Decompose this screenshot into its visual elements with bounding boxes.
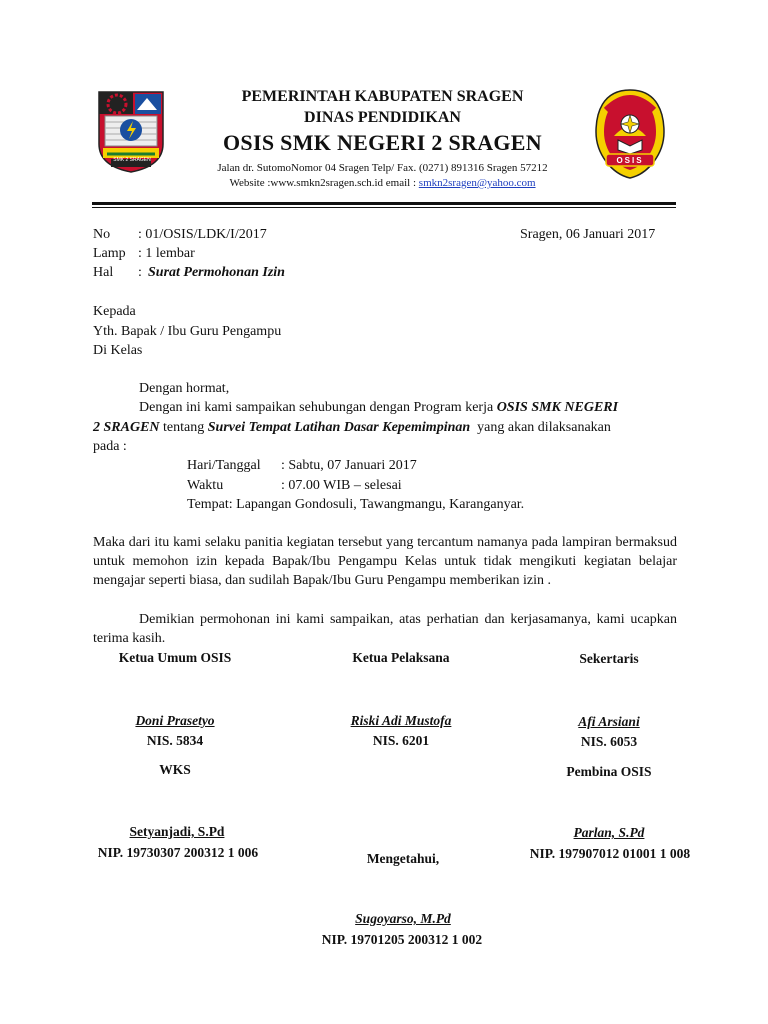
place-text: Tempat: Lapangan Gondosuli, Tawangmangu, Karanganyar. xyxy=(187,497,525,512)
letter-date: Sragen, 06 Januari 2017 xyxy=(520,227,656,242)
day-value: : Sabtu, 07 Januari 2017 xyxy=(281,458,417,473)
ketua-nis: NIS. 5834 xyxy=(146,733,204,748)
paragraph-2: Maka dari itu kami selaku panitia kegiatan tersebut yang tercantum namanya pada lampiran bermaksud untuk memohon izin kepada Bapak/Ibu Pengampu Kelas untuk tidak mengikuti kegiatan belajar mengajar seperti biasa, dan sudilah Bapak/Ibu Guru Pengampu memberikan izin . xyxy=(93,535,677,588)
pembina-title: Pembina OSIS xyxy=(566,764,652,779)
pelaksana-name: Riski Adi Mustofa xyxy=(350,713,452,728)
header-organization: OSIS SMK NEGERI 2 SRAGEN xyxy=(223,130,542,155)
hal-label: Hal xyxy=(93,265,114,280)
header-rule-thick xyxy=(92,202,676,205)
header-address: Jalan dr. SutomoNomor 04 Sragen Telp/ Fax. (0271) 891316 Sragen 57212 xyxy=(217,162,548,174)
header-government: PEMERINTAH KABUPATEN SRAGEN xyxy=(241,88,524,105)
ketua-name: Doni Prasetyo xyxy=(135,713,215,728)
recipient-name: Yth. Bapak / Ibu Guru Pengampu xyxy=(93,324,282,339)
paragraph-1-line-1 xyxy=(139,398,677,417)
lamp-label: Lamp xyxy=(93,246,126,261)
osis-logo xyxy=(592,88,668,185)
kepsek-name: Sugoyarso, M.Pd xyxy=(355,911,451,926)
header-rule-thin xyxy=(92,207,676,208)
pelaksana-title: Ketua Pelaksana xyxy=(352,650,450,665)
sekretaris-name: Afi Arsiani xyxy=(578,714,640,729)
p1-org-a: OSIS SMK NEGERI xyxy=(496,400,619,415)
mengetahui-text: Mengetahui, xyxy=(366,851,440,866)
header-contact xyxy=(180,177,585,189)
header-department: DINAS PENDIDIKAN xyxy=(304,109,461,126)
kabupaten-sragen-logo xyxy=(95,88,167,179)
right-logo-text: OSIS xyxy=(616,156,644,165)
pembina-name: Parlan, S.Pd xyxy=(573,825,645,840)
lamp-value: : 1 lembar xyxy=(138,246,195,261)
time-label: Waktu xyxy=(187,478,224,493)
paragraph-3: Demikian permohonan ini kami sampaikan, atas perhatian dan kerjasamanya, kami ucapkan terima kasih. xyxy=(93,612,677,646)
wks-name: Setyanjadi, S.Pd xyxy=(129,824,225,839)
pelaksana-nis: NIS. 6201 xyxy=(372,733,430,748)
greeting: Dengan hormat, xyxy=(139,381,230,396)
p1-activity: Survei Tempat Latihan Dasar Kepemimpinan xyxy=(207,420,471,435)
pembina-nip: NIP. 197907012 01001 1 008 xyxy=(529,846,691,861)
p1-text-a: Dengan ini kami sampaikan sehubungan dengan Program kerja xyxy=(139,400,497,415)
wks-title: WKS xyxy=(159,762,191,777)
day-label: Hari/Tanggal xyxy=(187,458,261,473)
kepsek-nip: NIP. 19701205 200312 1 002 xyxy=(321,932,483,947)
time-value: : 07.00 WIB – selesai xyxy=(281,478,402,493)
sekretaris-nis: NIS. 6053 xyxy=(580,734,638,749)
no-value: : 01/OSIS/LDK/I/2017 xyxy=(138,227,267,242)
email-link[interactable]: smkn2sragen@yahoo.com xyxy=(418,177,536,189)
p1-text-f: yang akan dilaksanakan xyxy=(470,420,611,435)
no-label: No xyxy=(93,227,111,242)
hal-value: Surat Permohonan Izin xyxy=(148,265,285,280)
paragraph-1-line-2 xyxy=(93,418,677,437)
recipient-kepada: Kepada xyxy=(93,304,136,319)
ketua-title: Ketua Umum OSIS xyxy=(118,650,232,665)
left-logo-text: SMK 2 SRAGEN xyxy=(113,157,151,163)
p1-text-d: tentang xyxy=(159,420,208,435)
hal-colon: : xyxy=(138,265,142,280)
p1-org-b: 2 SRAGEN xyxy=(93,420,160,435)
recipient-place: Di Kelas xyxy=(93,343,143,358)
website-text: Website :www.smkn2sragen.sch.id email : xyxy=(229,177,419,189)
sekretaris-title: Sekertaris xyxy=(579,651,639,666)
wks-nip: NIP. 19730307 200312 1 006 xyxy=(97,845,259,860)
paragraph-1-line-3: pada : xyxy=(93,439,127,454)
